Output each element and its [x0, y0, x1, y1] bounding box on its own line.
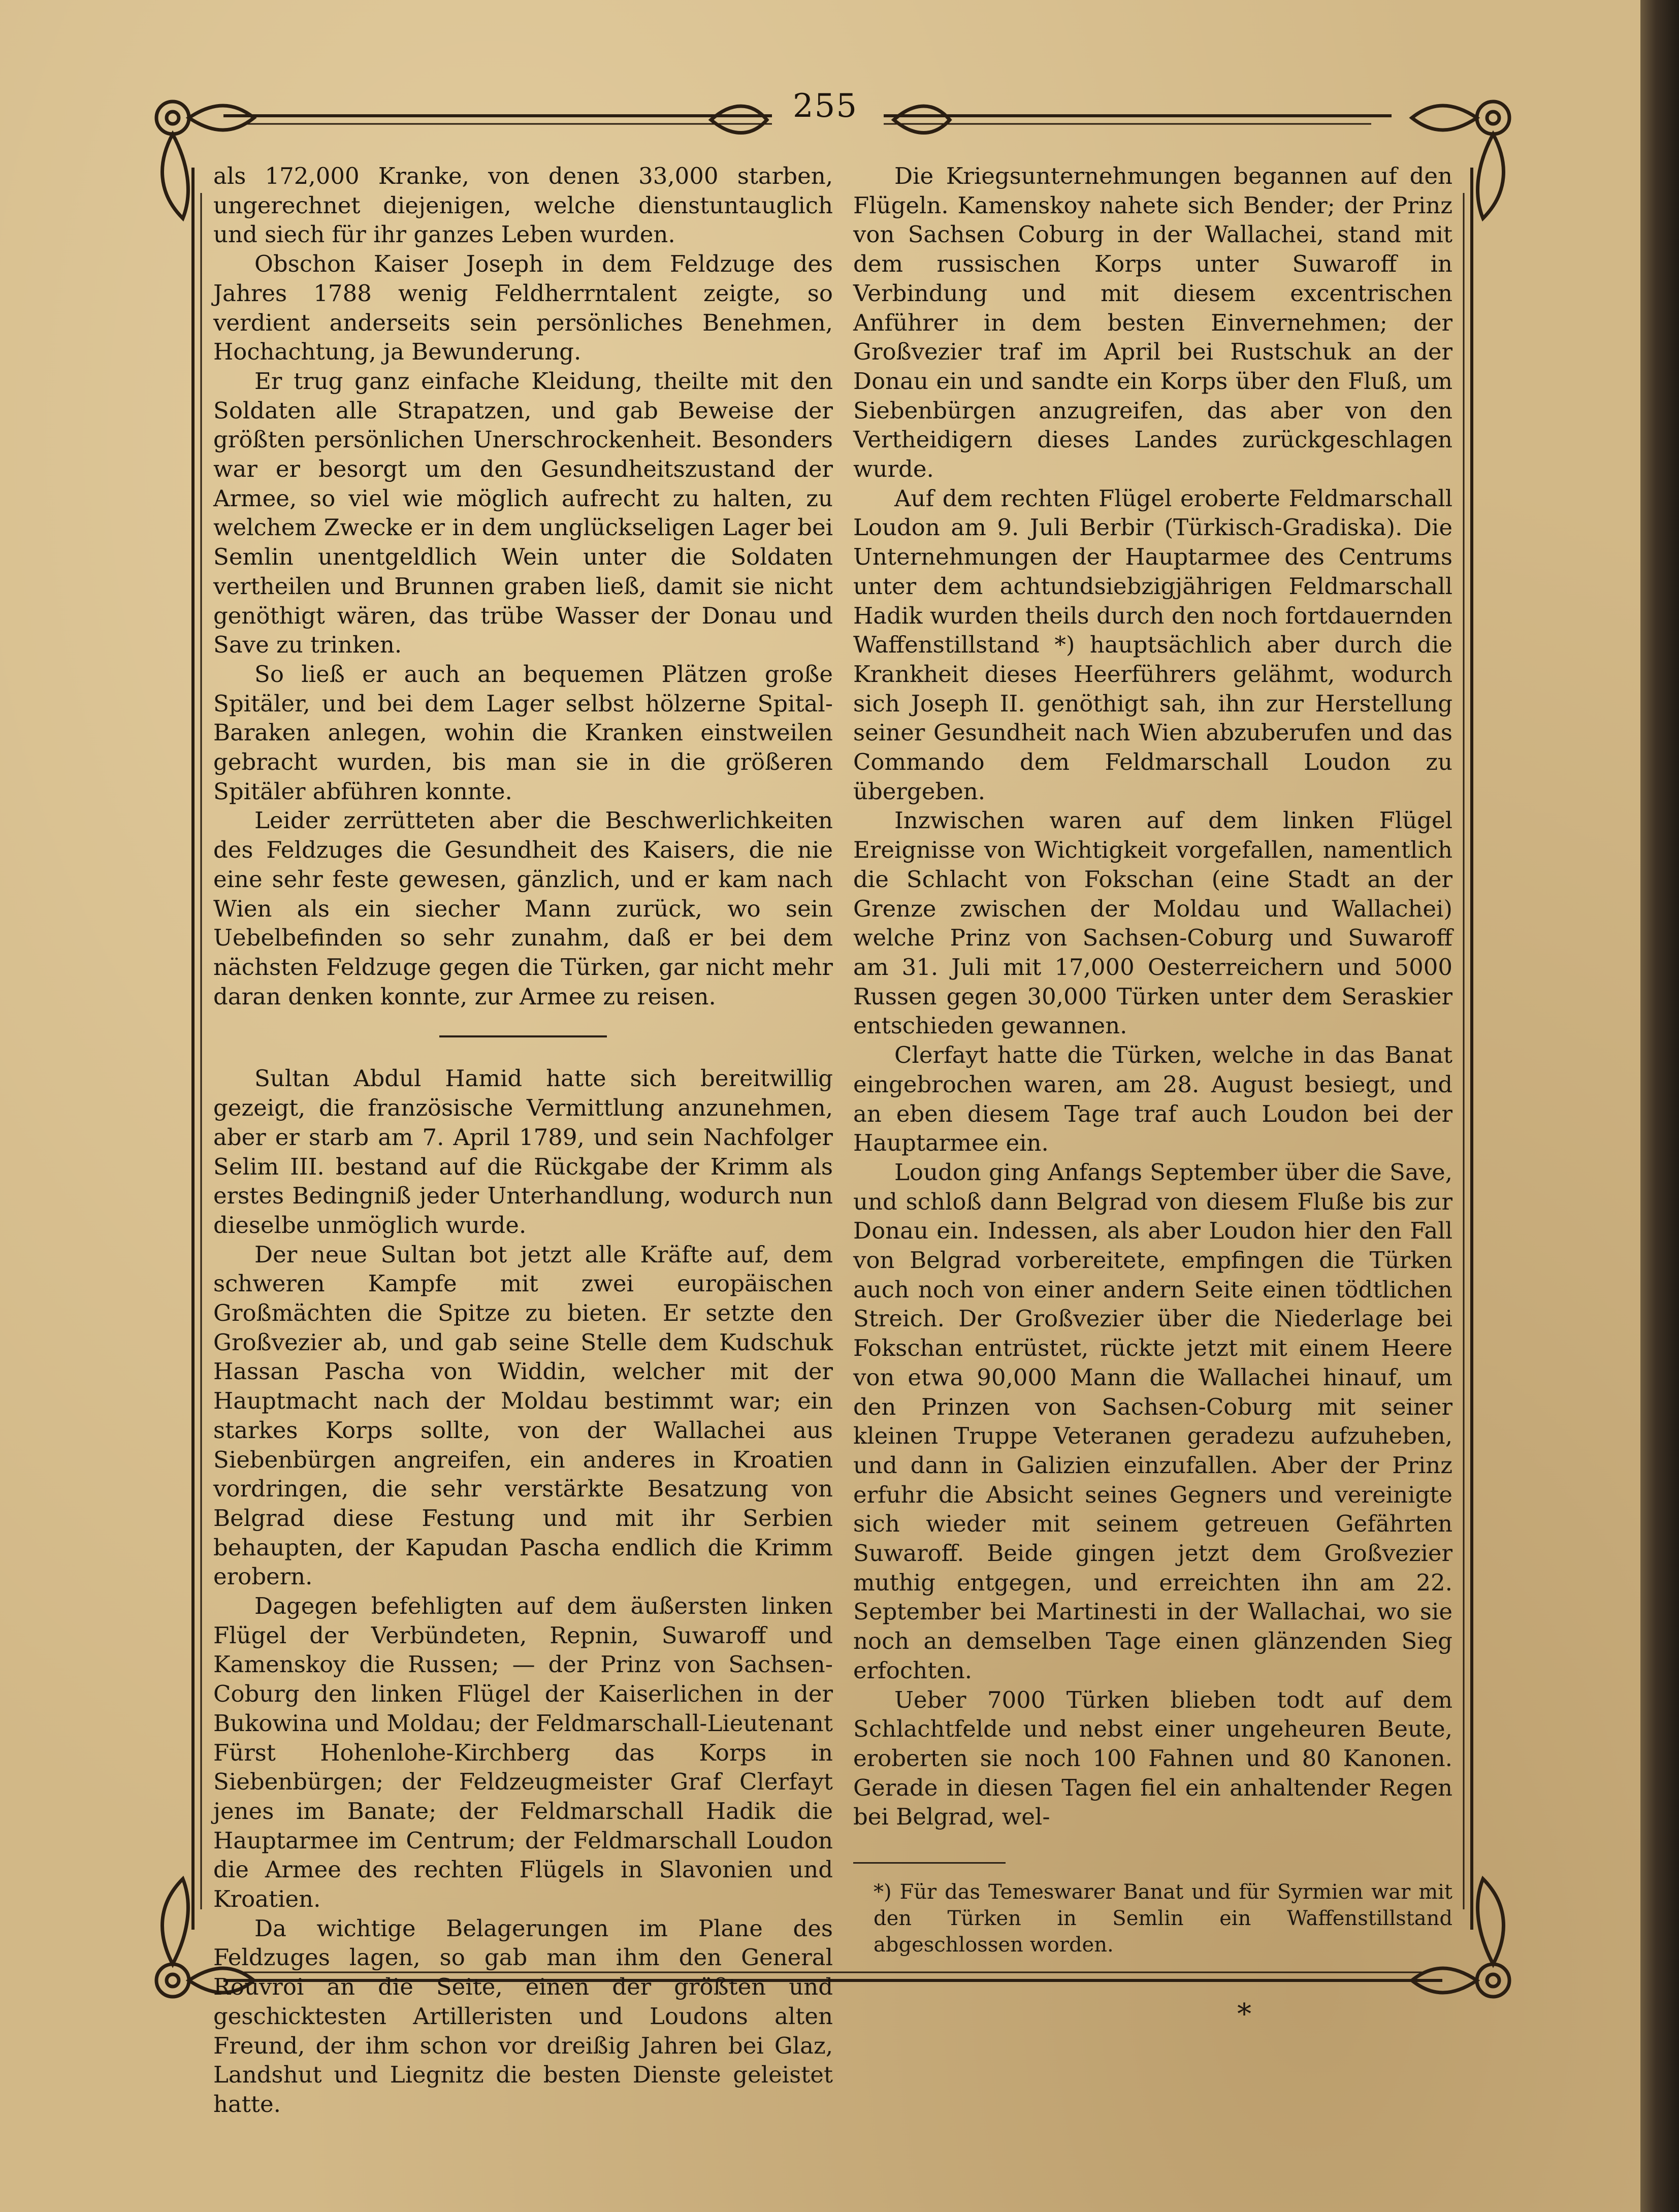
- paragraph: Dagegen befehligten auf dem äußersten linken Flügel der Verbündeten, Repnin, Suwaroff und Kamenskoy die Russen; — der Prinz von Sachsen-Coburg den linken Flügel der Kaiserlichen in der Bukowina und Moldau; der Feldmarschall-Lieutenant Fürst Hohenlohe-Kirchberg das Korps in Siebenbürgen; der Feldzeugmeister Graf Clerfayt jenes im Banate; der Feldmarschall Hadik die Hauptarmee im Centrum; der Feldmarschall Loudon die Armee des rechten Flügels in Slavonien und Kroatien.: [213, 1592, 833, 1913]
- paragraph: Clerfayt hatte die Türken, welche in das Banat eingebrochen waren, am 28. August besiegt, und an eben diesem Tage traf auch Loudon bei der Hauptarmee ein.: [853, 1042, 1452, 1157]
- paragraph: Ueber 7000 Türken blieben todt auf dem Schlachtfelde und nebst einer ungeheuren Beute, eroberten sie noch 100 Fahnen und 80 Kanonen. Gerade in diesen Tagen fiel ein anhaltender Regen bei Belgrad, wel-: [853, 1686, 1452, 1831]
- paragraph: als 172,000 Kranke, von denen 33,000 starben, ungerechnet diejenigen, welche dienstuntauglich und siech für ihr ganzes Leben wurden.: [213, 162, 833, 248]
- paragraph: Inzwischen waren auf dem linken Flügel Ereignisse von Wichtigkeit vorgefallen, namentlich die Schlacht von Fokschan (eine Stadt an der Grenze zwischen der Moldau und Wallachei) welche Prinz von Sachsen-Coburg und Suwaroff am 31. Juli mit 17,000 Oesterreichern und 5000 Russen gegen 30,000 Türken unter dem Seraskier entschieden gewannen.: [853, 807, 1452, 1039]
- paragraph: Leider zerrütteten aber die Beschwerlichkeiten des Feldzuges die Gesundheit des Kaisers, die nie eine sehr feste gewesen, gänzlich, und er kam nach Wien als ein siecher Mann zurück, wo sein Uebelbefinden so sehr zunahm, daß er bei dem nächsten Feldzuge gegen die Türken, gar nicht mehr daran denken konnte, zur Armee zu reisen.: [213, 807, 833, 1010]
- paragraph: Da wichtige Belagerungen im Plane des Feldzuges lagen, so gab man ihm den General Rouvroi an die Seite, einen der größten und geschicktesten Artilleristen und Loudons alten Freund, der ihm schon vor dreißig Jahren bei Glaz, Landshut und Liegnitz die besten Dienste geleistet hatte.: [213, 1914, 833, 2118]
- paragraph: Die Kriegsunternehmungen begannen auf den Flügeln. Kamenskoy nahete sich Bender; der Prinz von Sachsen Coburg in der Wallachei, stand mit dem russischen Korps unter Suwaroff in Verbindung und mit diesem excentrischen Anführer in dem besten Einvernehmen; der Großvezier traf im April bei Rustschuk an der Donau ein und sandte ein Korps über den Fluß, um Siebenbürgen anzugreifen, das aber von den Vertheidigern dieses Landes zurückgeschlagen wurde.: [853, 162, 1452, 483]
- page-number: 255: [792, 87, 858, 125]
- right-column: [853, 161, 1452, 1958]
- paragraph: Der neue Sultan bot jetzt alle Kräfte auf, dem schweren Kampfe mit zwei europäischen Großmächten die Spitze zu bieten. Er setzte den Großvezier ab, und gab seine Stelle dem Kudschuk Hassan Pascha von Widdin, welcher mit der Hauptmacht nach der Moldau bestimmt war; ein starkes Korps sollte, von der Wallachei aus Siebenbürgen angreifen, ein anderes in Kroatien vordringen, die sehr verstärkte Besatzung von Belgrad diese Festung und mit ihr Serbien behaupten, der Kapudan Pascha endlich die Krimm erobern.: [213, 1241, 833, 1590]
- paragraph: Er trug ganz einfache Kleidung, theilte mit den Soldaten alle Strapatzen, und gab Beweise der größten persönlichen Unerschrockenheit. Besonders war er besorgt um den Gesundheitszustand der Armee, so viel wie möglich aufrecht zu halten, zu welchem Zwecke er in dem unglückseligen Lager bei Semlin unentgeldlich Wein unter die Soldaten vertheilen und Brunnen graben ließ, damit sie nicht genöthigt wären, das trübe Wasser der Donau und Save zu trinken.: [213, 367, 833, 659]
- paragraph: Loudon ging Anfangs September über die Save, und schloß dann Belgrad von diesem Fluße bis zur Donau ein. Indessen, als aber Loudon hier den Fall von Belgrad vorbereitete, empfingen die Türken auch noch von einer andern Seite einen tödtlichen Streich. Der Großvezier über die Niederlage bei Fokschan entrüstet, rückte jetzt mit einem Heere von etwa 90,000 Mann die Wallachei hinauf, um den Prinzen von Sachsen-Coburg mit seiner kleinen Truppe Veteranen geradezu aufzuheben, und dann in Galizien einzufallen. Aber der Prinz erfuhr die Absicht seines Gegners und vereinigte sich wieder mit seinem getreuen Gefährten Suwaroff. Beide gingen jetzt dem Großvezier muthig entgegen, und erreichten ihn am 22. September bei Martinesti in der Wallachai, wo sie noch an demselben Tage einen glänzenden Sieg erfochten.: [853, 1158, 1452, 1684]
- paragraph: Obschon Kaiser Joseph in dem Feldzuge des Jahres 1788 wenig Feldherrntalent zeigte, so verdient anderseits sein persönliches Benehmen, Hochachtung, ja Bewunderung.: [213, 250, 833, 366]
- book-edge: [1640, 0, 1679, 2212]
- bottom-asterisk: *: [1237, 1998, 1251, 2031]
- paragraph: So ließ er auch an bequemen Plätzen große Spitäler, und bei dem Lager selbst hölzerne Spital-Baraken anlegen, wohin die Kranken einstweilen gebracht wurden, bis man sie in die größeren Spitäler abführen konnte.: [213, 660, 833, 805]
- footnote: *) Für das Temeswarer Banat und für Syrmien war mit den Türken in Semlin ein Waffenstillstand abgeschlossen worden.: [874, 1880, 1452, 1957]
- paragraph: Sultan Abdul Hamid hatte sich bereitwillig gezeigt, die französische Vermittlung anzunehmen, aber er starb am 7. April 1789, und sein Nachfolger Selim III. bestand auf die Rückgabe der Krimm als erstes Bedingniß jeder Unterhandlung, wodurch nun dieselbe unmöglich wurde.: [213, 1065, 833, 1239]
- left-column: [213, 161, 833, 2119]
- footnote-rule: [853, 1862, 1006, 1864]
- section-divider: [439, 1035, 607, 1037]
- paragraph: Auf dem rechten Flügel eroberte Feldmarschall Loudon am 9. Juli Berbir (Türkisch-Gradiska). Die Unternehmungen der Hauptarmee des Centrums unter dem achtundsiebzigjährigen Feldmarschall Hadik wurden theils durch den noch fortdauernden Waffenstillstand *) hauptsächlich aber durch die Krankheit dieses Heerführers gelähmt, wodurch sich Joseph II. genöthigt sah, ihn zur Herstellung seiner Gesundheit nach Wien abzuberufen und das Commando dem Feldmarschall Loudon zu übergeben.: [853, 484, 1452, 805]
